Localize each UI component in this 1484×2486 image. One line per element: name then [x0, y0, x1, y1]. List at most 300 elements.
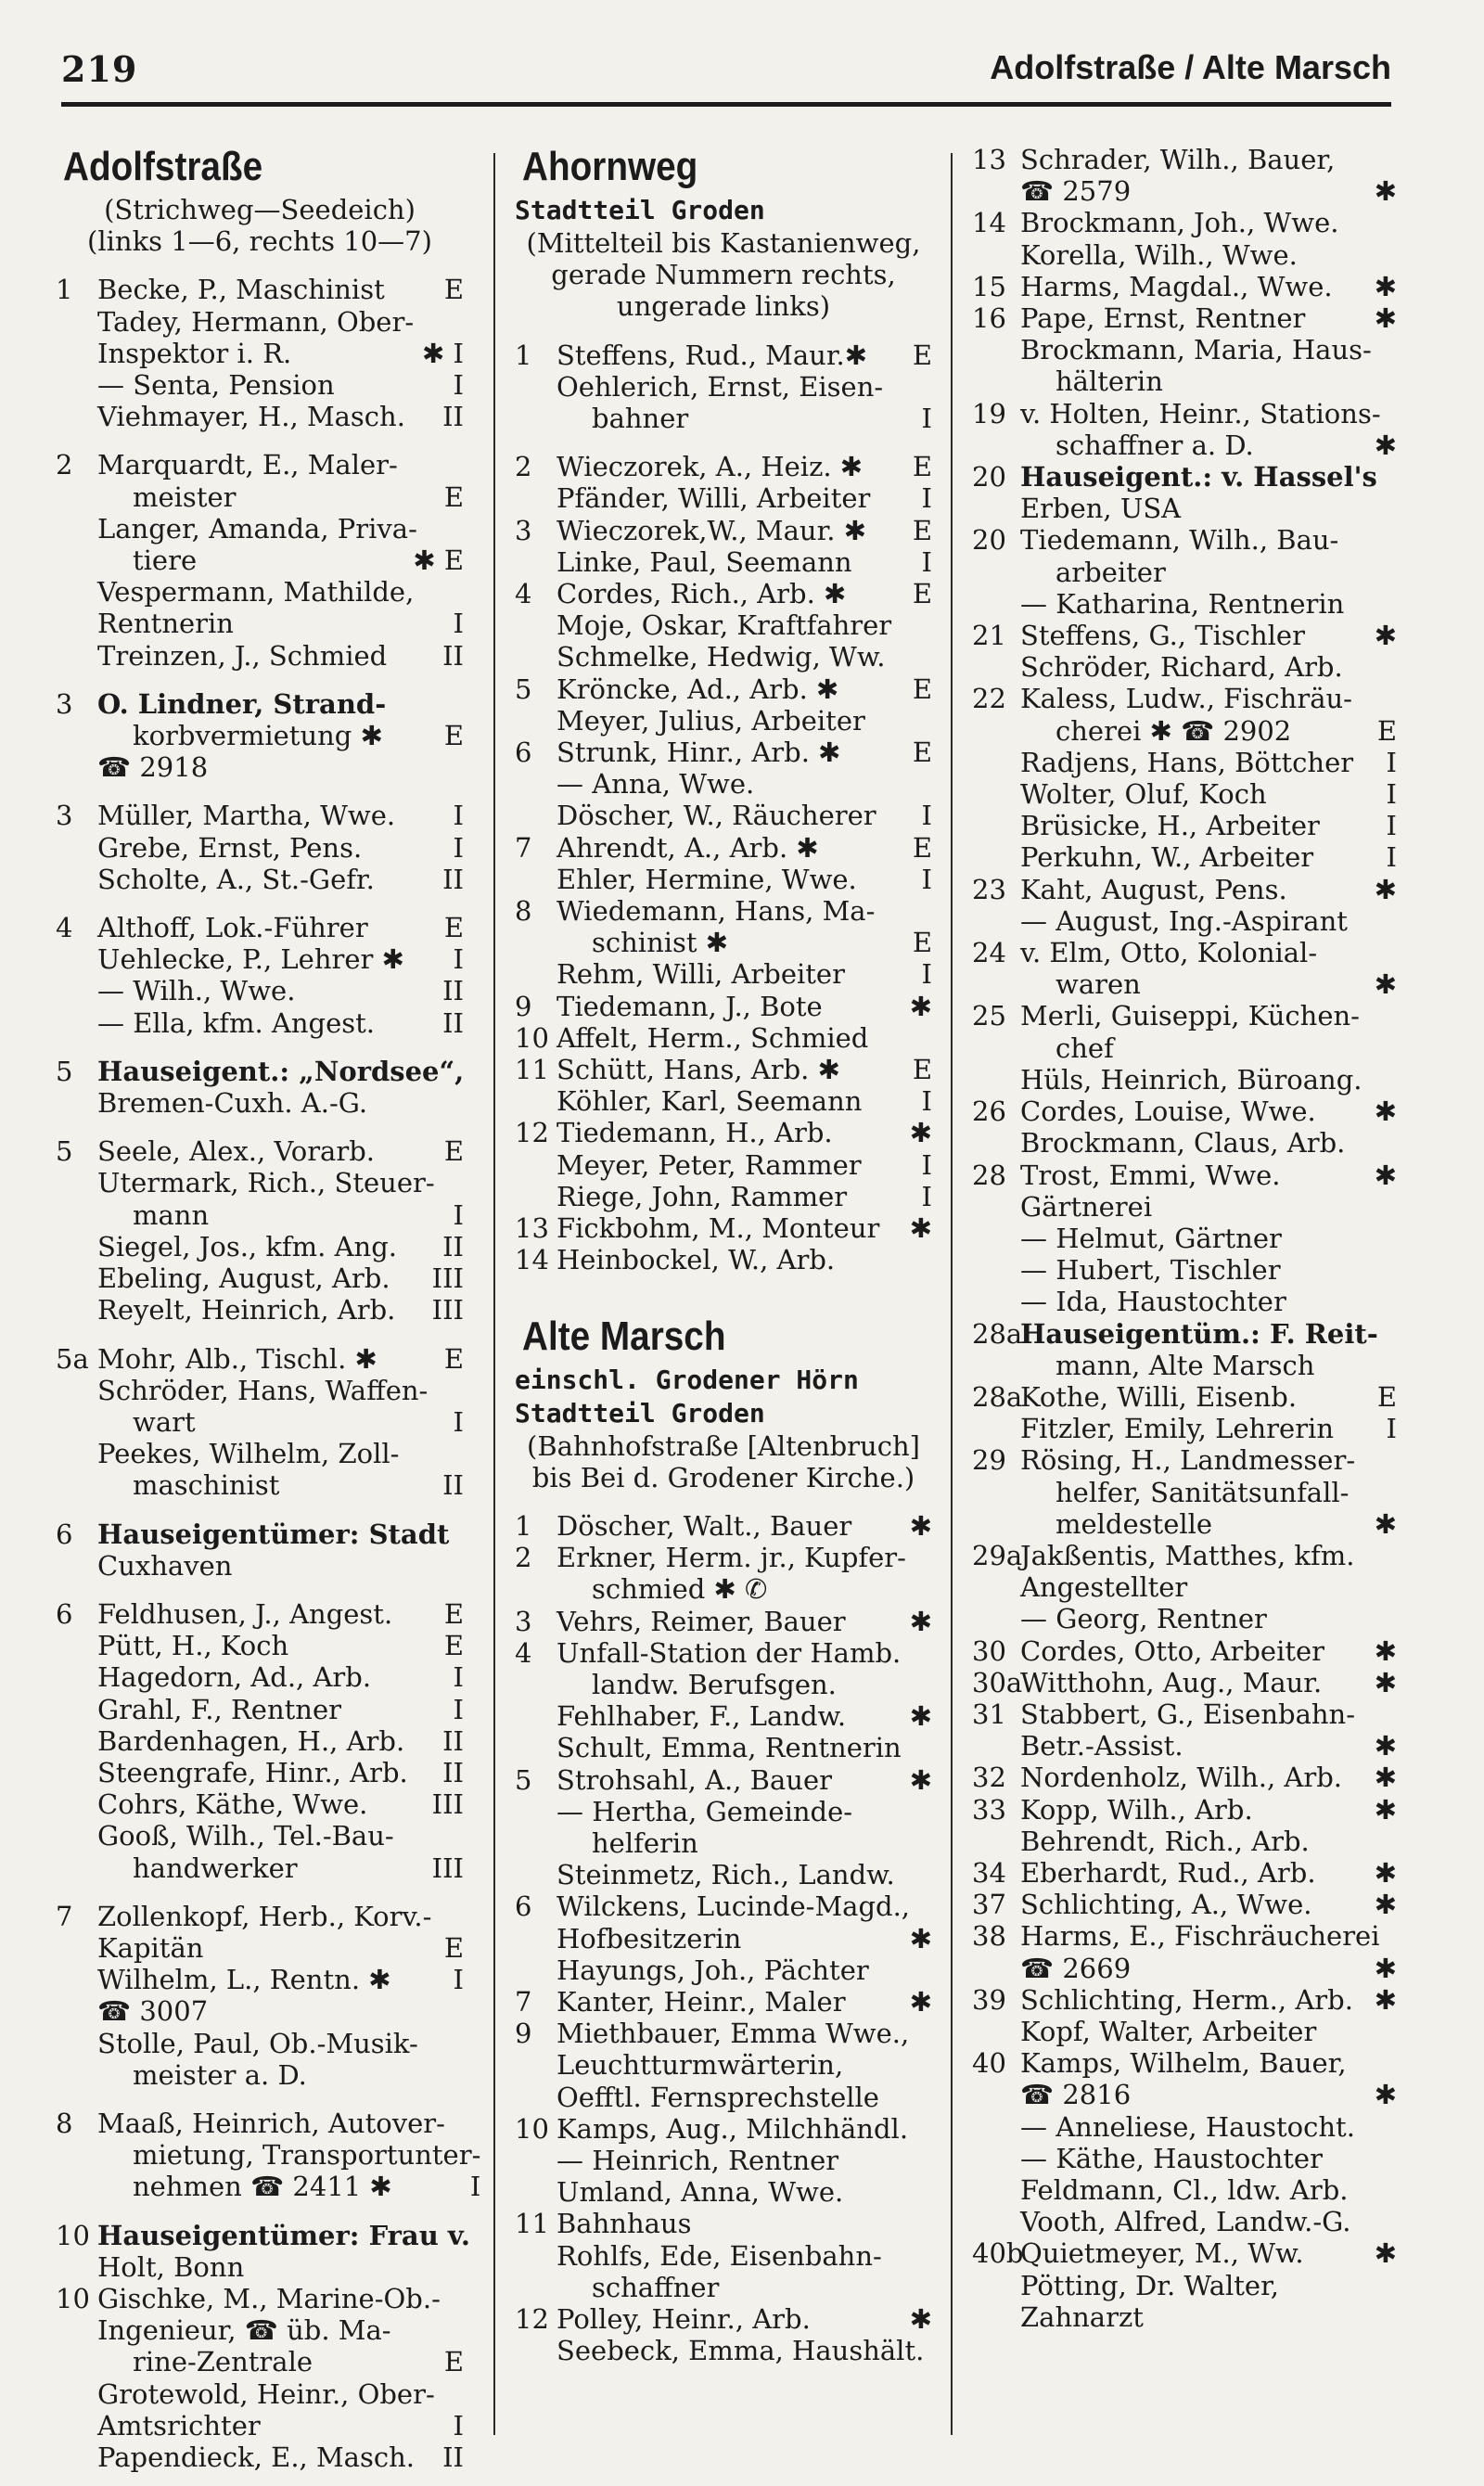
resident-text: Kapitän	[97, 1931, 204, 1964]
house-entry	[972, 1698, 1397, 1762]
resident-text: mann	[133, 1198, 210, 1231]
floor-marker: E	[912, 578, 932, 610]
spacer	[56, 672, 464, 688]
resident-line	[1020, 937, 1397, 968]
resident-text: Wilhelm, L., Rentn. ✱	[97, 1964, 391, 1996]
resident-line	[556, 991, 932, 1022]
description-line: (links 1—6, rechts 10—7)	[87, 225, 432, 258]
resident-text: Merli, Guiseppi, Küchen-	[1020, 1000, 1360, 1032]
floor-marker: E	[912, 927, 932, 959]
resident-line	[556, 1085, 932, 1117]
resident-text: Hayungs, Joh., Pächter	[556, 1954, 869, 1986]
house-entry	[972, 1794, 1397, 1857]
resident-line	[556, 1859, 932, 1890]
resident-text: Reyelt, Heinrich, Arb.	[97, 1294, 396, 1326]
resident-text: Viehmayer, H., Masch.	[97, 401, 405, 433]
residents	[1020, 1635, 1397, 1667]
residents	[556, 1986, 932, 2018]
resident-line	[1020, 334, 1397, 365]
house-number: 33	[972, 1793, 1006, 1826]
house-entry	[972, 1857, 1397, 1889]
resident-line	[556, 2082, 932, 2113]
residents	[97, 2108, 480, 2203]
resident-text: Leuchtturmwärterin,	[556, 2049, 844, 2082]
spacer	[56, 1326, 464, 1343]
floor-marker: I	[469, 2171, 481, 2203]
floor-marker: E	[912, 737, 932, 769]
house-number: 24	[972, 937, 1006, 969]
resident-text: Rentnerin	[97, 608, 234, 640]
resident-text: Moje, Oskar, Kraftfahrer	[556, 609, 892, 642]
house-number: 28a	[972, 1380, 1023, 1413]
resident-text: Müller, Martha, Wwe.	[97, 800, 396, 832]
floor-marker: I	[453, 831, 464, 864]
resident-line	[1020, 493, 1397, 524]
resident-line	[97, 640, 464, 672]
floor-marker: ✱	[1374, 1666, 1397, 1698]
resident-text: meister a. D.	[133, 2058, 307, 2091]
resident-line	[1020, 1127, 1397, 1159]
house-number: 2	[56, 449, 73, 481]
resident-line	[1020, 1667, 1397, 1698]
residents	[556, 1117, 932, 1212]
house-entry	[972, 1920, 1397, 1983]
resident-text: — Anna, Wwe.	[556, 768, 755, 801]
house-number: 21	[972, 620, 1006, 652]
house-entry	[515, 991, 932, 1022]
resident-line	[556, 515, 932, 546]
resident-text: helfer, Sanitätsunfall-	[1055, 1476, 1350, 1508]
house-entry	[515, 1890, 932, 1986]
house-number: 3	[515, 514, 532, 546]
residents	[97, 1056, 464, 1119]
residents	[1020, 1318, 1397, 1381]
resident-line	[97, 1262, 464, 1294]
resident-text: Eberhardt, Rud., Arb.	[1020, 1856, 1316, 1889]
resident-text: Schröder, Richard, Arb.	[1020, 651, 1343, 684]
residents	[556, 1054, 932, 1117]
floor-marker: E	[912, 831, 932, 864]
resident-text: Schütt, Hans, Arb. ✱	[556, 1054, 840, 1086]
house-number: 10	[56, 2282, 90, 2314]
resident-text: O. Lindner, Strand-	[97, 687, 387, 720]
house-number: 12	[515, 1117, 549, 1149]
resident-text: Döscher, W., Räucherer	[556, 800, 876, 832]
resident-line	[97, 1056, 464, 1087]
resident-line	[1020, 1571, 1397, 1603]
resident-text: Uehlecke, P., Lehrer ✱	[97, 943, 404, 976]
resident-line	[556, 1510, 932, 1542]
resident-text: Hagedorn, Ad., Arb.	[97, 1661, 372, 1694]
house-entry	[972, 2047, 1397, 2237]
street-heading: Adolfstraße	[63, 144, 263, 189]
resident-text: Pape, Ernst, Rentner	[1020, 302, 1306, 335]
floor-marker: II	[442, 1469, 464, 1502]
resident-text: Behrendt, Rich., Arb.	[1020, 1825, 1310, 1857]
resident-line	[97, 1630, 464, 1661]
resident-text: Kopp, Wilh., Arb.	[1020, 1793, 1253, 1826]
resident-text: arbeiter	[1055, 556, 1166, 588]
resident-text: helferin	[592, 1826, 698, 1859]
house-entry	[56, 2107, 481, 2203]
resident-line	[1020, 1191, 1397, 1223]
house-entry	[515, 515, 932, 578]
resident-text: Harms, Magdal., Wwe.	[1020, 270, 1333, 302]
resident-line	[556, 1149, 932, 1181]
description-line: (Strichweg—Seedeich)	[104, 194, 416, 225]
resident-text: tiere	[133, 545, 198, 577]
house-number: 11	[515, 2208, 549, 2240]
resident-text: Gärtnerei	[1020, 1190, 1153, 1223]
floor-marker: ✱	[909, 1509, 932, 1542]
floor-marker: ✱	[909, 1700, 932, 1733]
house-number: 3	[515, 1605, 532, 1637]
resident-text: waren	[1055, 968, 1141, 1001]
resident-line	[1020, 2047, 1397, 2079]
floor-marker: I	[1386, 746, 1397, 778]
district-heading: Stadtteil Groden	[515, 1397, 765, 1429]
floor-marker: ✱	[909, 1212, 932, 1245]
house-number: 11	[515, 1054, 549, 1086]
resident-text: Strunk, Hinr., Arb. ✱	[556, 737, 841, 769]
resident-text: Grahl, F., Rentner	[97, 1693, 341, 1725]
floor-marker: II	[442, 2441, 464, 2473]
house-entry	[515, 1986, 932, 2018]
residents	[1020, 398, 1397, 461]
floor-marker: E	[443, 274, 464, 306]
resident-text: Seele, Alex., Vorarb.	[97, 1135, 375, 1168]
resident-text: Hauseigentümer: Stadt	[97, 1518, 450, 1550]
floor-marker: ✱	[1374, 1793, 1397, 1826]
resident-text: Wilckens, Lucinde-Magd.,	[556, 1890, 911, 1923]
house-entry	[972, 1000, 1397, 1096]
floor-marker: E	[912, 451, 932, 483]
resident-line	[97, 1550, 464, 1582]
resident-line	[1020, 905, 1397, 937]
house-number: 20	[972, 524, 1006, 557]
house-entry	[56, 1343, 464, 1502]
resident-line	[556, 1573, 932, 1605]
resident-text: mann, Alte Marsch	[1055, 1349, 1315, 1381]
resident-text: Rohlfs, Ede, Eisenbahn-	[556, 2239, 882, 2272]
floor-marker: II	[442, 863, 464, 895]
floor-marker: I	[921, 958, 932, 991]
resident-text: Tadey, Hermann, Ober-	[97, 305, 415, 338]
resident-line	[97, 274, 464, 305]
house-entry	[972, 1318, 1397, 1381]
house-entry	[972, 620, 1397, 683]
residents	[1020, 1762, 1397, 1793]
resident-text: Schrader, Wilh., Bauer,	[1020, 144, 1336, 175]
spacer	[515, 1276, 932, 1313]
floor-marker: II	[442, 1230, 464, 1262]
floor-marker: I	[1386, 841, 1397, 874]
resident-text: Cordes, Louise, Wwe.	[1020, 1096, 1316, 1128]
resident-line	[97, 2108, 480, 2139]
resident-line	[1020, 620, 1397, 651]
residents	[556, 1244, 932, 1275]
floor-marker: ✱	[1374, 873, 1397, 905]
house-entry	[972, 144, 1397, 207]
resident-line	[1020, 1920, 1397, 1952]
residents	[97, 2220, 470, 2283]
floor-marker: II	[442, 401, 464, 433]
resident-text: Holt, Bonn	[97, 2250, 245, 2283]
house-entry	[972, 1160, 1397, 1318]
resident-text: korbvermietung ✱	[133, 720, 383, 752]
resident-text: — Wilh., Wwe.	[97, 975, 296, 1007]
resident-text: landw. Berufsgen.	[592, 1668, 837, 1700]
spacer	[56, 1039, 464, 1056]
house-number: 20	[972, 461, 1006, 493]
house-entry	[972, 1984, 1397, 2047]
floor-marker: E	[1376, 1380, 1397, 1413]
resident-text: chef	[1055, 1032, 1114, 1064]
house-number: 15	[972, 270, 1006, 302]
resident-line	[556, 340, 932, 371]
residents	[97, 2378, 464, 2474]
house-number: 28a	[972, 1317, 1023, 1350]
residents	[556, 1890, 932, 1986]
resident-line	[556, 2208, 932, 2239]
house-entry	[972, 1635, 1397, 1667]
residents	[97, 912, 464, 1039]
floor-marker: E	[912, 514, 932, 546]
resident-text: Oefftl. Fernsprechstelle	[556, 2081, 879, 2113]
resident-line	[1020, 429, 1397, 461]
resident-line	[1020, 1826, 1397, 1857]
floor-marker: I	[453, 800, 464, 832]
resident-text: Affelt, Herm., Schmied	[556, 1021, 869, 1054]
house-number: 1	[515, 339, 532, 371]
resident-text: Vehrs, Reimer, Bauer	[556, 1605, 846, 1637]
resident-line	[97, 720, 464, 751]
residents	[1020, 683, 1397, 873]
resident-text: Kaless, Ludw., Fischräu-	[1020, 683, 1352, 715]
floor-marker: ✱ I	[422, 337, 464, 369]
resident-line	[556, 2303, 932, 2335]
house-entry	[972, 1444, 1397, 1540]
resident-line	[1020, 874, 1397, 905]
house-entry	[56, 800, 464, 895]
resident-text: Riege, John, Rammer	[556, 1180, 848, 1212]
house-entry	[515, 340, 932, 435]
resident-text: Papendieck, E., Masch.	[97, 2441, 415, 2473]
resident-text: Schröder, Hans, Waffen-	[97, 1374, 429, 1406]
house-number: 16	[972, 302, 1006, 335]
residents	[97, 449, 464, 671]
house-entry	[515, 1637, 932, 1764]
resident-line	[97, 2283, 464, 2314]
house-number: 6	[515, 1890, 532, 1923]
house-number: 19	[972, 397, 1006, 429]
floor-marker: ✱	[909, 1117, 932, 1149]
resident-line	[556, 768, 932, 800]
resident-line	[97, 1932, 464, 1964]
floor-marker: ✱	[909, 1922, 932, 1954]
resident-text: Hauseigent.: v. Hassel's	[1020, 461, 1377, 493]
house-entry	[515, 2018, 932, 2113]
resident-text: Fitzler, Emily, Lehrerin	[1020, 1413, 1335, 1445]
house-entry	[56, 1056, 464, 1119]
residents	[1020, 937, 1397, 1000]
house-entry	[972, 683, 1397, 873]
floor-marker: ✱	[909, 1763, 932, 1796]
resident-text: — Anneliese, Haustocht.	[1020, 2110, 1355, 2143]
spacer	[515, 323, 932, 340]
house-entry	[56, 2283, 464, 2378]
house-entry	[515, 1117, 932, 1212]
resident-text: Schmelke, Hedwig, Ww.	[556, 641, 886, 673]
resident-line	[97, 1852, 464, 1884]
house-number: 39	[972, 1983, 1006, 2016]
resident-line	[1020, 1223, 1397, 1254]
house-entry	[972, 207, 1397, 270]
description-line: ungerade links)	[616, 290, 831, 323]
resident-text: Harms, E., Fischräucherei	[1020, 1920, 1380, 1953]
resident-line	[97, 2314, 464, 2346]
floor-marker: I	[453, 1198, 464, 1231]
resident-text: Hofbesitzerin	[556, 1922, 742, 1954]
floor-marker: E	[443, 481, 464, 513]
resident-line	[97, 1964, 464, 1995]
floor-marker: ✱	[1374, 1096, 1397, 1128]
floor-marker: I	[453, 369, 464, 402]
resident-text: Hauseigent.: „Nordsee“,	[97, 1055, 465, 1087]
description-line: (Mittelteil bis Kastanienweg,	[526, 227, 921, 259]
resident-line	[1020, 1381, 1397, 1413]
resident-text: Althoff, Lok.-Führer	[97, 912, 368, 944]
resident-line	[1020, 2016, 1397, 2047]
resident-line	[556, 1117, 932, 1148]
resident-text: Meyer, Peter, Rammer	[556, 1148, 862, 1181]
house-number: 22	[972, 683, 1006, 715]
column-divider	[493, 153, 495, 2435]
residents	[1020, 2047, 1397, 2237]
floor-marker: I	[453, 943, 464, 976]
resident-line	[556, 1244, 932, 1275]
resident-line	[97, 369, 464, 401]
resident-line	[1020, 2079, 1397, 2110]
house-number: 5a	[56, 1342, 89, 1375]
resident-line	[1020, 1889, 1397, 1920]
resident-text: Kothe, Willi, Eisenb.	[1020, 1380, 1298, 1413]
house-number	[56, 2378, 97, 2474]
house-entry	[972, 524, 1397, 620]
house-entry	[515, 673, 932, 737]
spacer	[56, 2203, 464, 2220]
page-number: 219	[61, 48, 138, 90]
resident-line	[556, 1827, 932, 1859]
resident-line	[1020, 1413, 1397, 1444]
resident-line	[97, 1757, 464, 1788]
house-number: 1	[515, 1509, 532, 1542]
resident-text: Trost, Emmi, Wwe.	[1020, 1159, 1281, 1191]
resident-line	[556, 1796, 932, 1827]
resident-text: Scholte, A., St.-Gefr.	[97, 863, 375, 895]
floor-marker: ✱	[1374, 1856, 1397, 1889]
floor-marker: I	[921, 1180, 932, 1212]
floor-marker: III	[431, 1788, 464, 1821]
residents	[1020, 1920, 1397, 1983]
house-number: 30	[972, 1634, 1006, 1667]
house-entry	[515, 737, 932, 832]
house-entry	[972, 1889, 1397, 1920]
house-entry	[56, 2378, 464, 2474]
house-number: 9	[515, 2018, 532, 2050]
resident-line	[1020, 1096, 1397, 1127]
resident-text: Erkner, Herm. jr., Kupfer-	[556, 1542, 906, 1574]
resident-text: Brockmann, Joh., Wwe.	[1020, 207, 1339, 239]
floor-marker: II	[442, 1006, 464, 1039]
residents	[97, 274, 464, 432]
spacer	[56, 2091, 464, 2108]
resident-text: Ingenieur, ☎ üb. Ma-	[97, 2314, 391, 2347]
residents	[556, 1212, 932, 1244]
resident-line	[97, 2139, 480, 2171]
resident-line	[1020, 1000, 1397, 1032]
resident-line	[1020, 1730, 1397, 1762]
resident-line	[97, 1519, 464, 1550]
house-entry	[515, 1510, 932, 1542]
resident-text: Cuxhaven	[97, 1549, 233, 1582]
floor-marker: ✱	[1374, 1730, 1397, 1762]
resident-line	[97, 1343, 464, 1375]
floor-marker: ✱	[1374, 1983, 1397, 2016]
house-number: 6	[56, 1518, 73, 1550]
resident-text: meldestelle	[1055, 1507, 1213, 1540]
street-heading: Ahornweg	[522, 144, 698, 189]
resident-line	[97, 2059, 464, 2091]
floor-marker: E	[443, 1342, 464, 1375]
floor-marker: ✱	[909, 1605, 932, 1637]
resident-text: Wolter, Oluf, Koch	[1020, 778, 1267, 811]
residents	[556, 673, 932, 737]
spacer	[515, 434, 932, 451]
resident-text: v. Elm, Otto, Kolonial-	[1020, 937, 1318, 969]
resident-text: Zahnarzt	[1020, 2300, 1144, 2333]
floor-marker: III	[431, 1262, 464, 1295]
resident-line	[556, 2335, 932, 2366]
resident-text: Inspektor i. R.	[97, 337, 292, 369]
house-entry	[972, 398, 1397, 461]
house-number: 13	[515, 1212, 549, 1245]
house-number: 29	[972, 1444, 1006, 1477]
resident-line	[556, 1732, 932, 1763]
spacer	[56, 895, 464, 912]
resident-line	[1020, 651, 1397, 683]
resident-text: Seebeck, Emma, Haushält.	[556, 2335, 925, 2367]
house-entry	[56, 449, 464, 671]
resident-line	[97, 912, 464, 943]
house-entry	[515, 1606, 932, 1637]
resident-text: bahner	[592, 403, 689, 435]
resident-line	[97, 2346, 464, 2377]
resident-text: Miethbauer, Emma Wwe.,	[556, 2018, 910, 2050]
resident-line	[1020, 1635, 1397, 1667]
resident-line	[556, 1022, 932, 1054]
resident-line	[556, 482, 932, 514]
house-number: 32	[972, 1762, 1006, 1794]
resident-line	[556, 2145, 932, 2176]
residents	[1020, 874, 1397, 937]
resident-line	[1020, 2143, 1397, 2174]
resident-text: — Georg, Rentner	[1020, 1603, 1267, 1635]
resident-text: Erben, USA	[1020, 493, 1182, 525]
house-entry	[515, 2303, 932, 2366]
residents	[556, 832, 932, 895]
resident-line	[1020, 1064, 1397, 1096]
